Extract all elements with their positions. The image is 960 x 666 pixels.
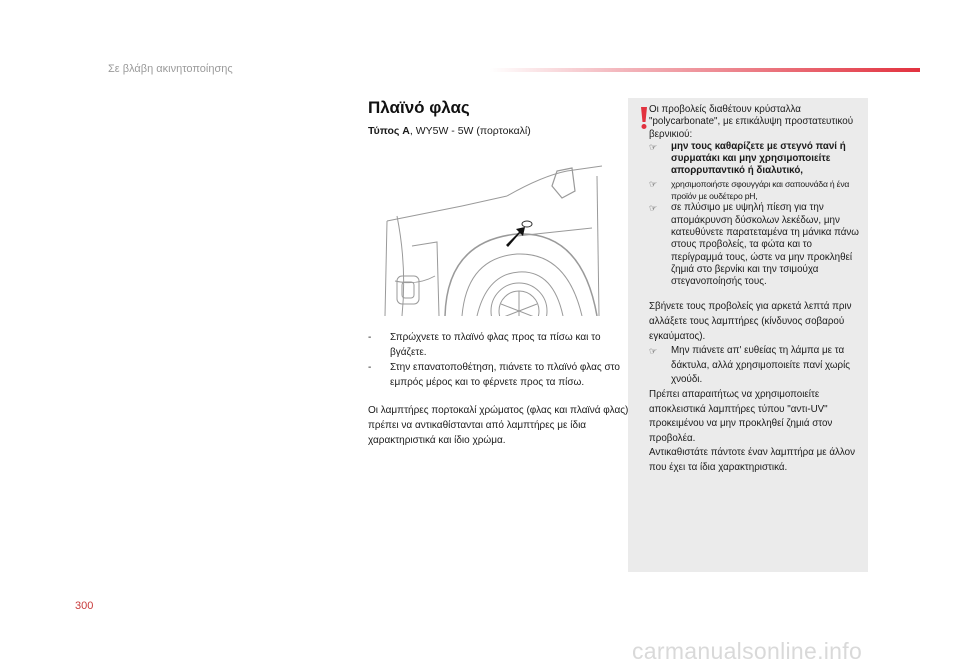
warning-bullet (649, 202, 863, 288)
warning-bullet (649, 141, 863, 178)
side-indicator-illustration (367, 146, 609, 316)
warning-paragraph: Σβήνετε τους προβολείς για αρκετά λεπτά πριν αλλάξετε τους λαμπτήρες (κίνδυνος σοβαρού εγκαύματος). (649, 301, 852, 342)
step-list (368, 330, 633, 390)
warning-content (649, 104, 863, 476)
list-item (368, 330, 633, 360)
warning-paragraph: Πρέπει απαραιτήτως να χρησιμοποιείτε αποκλειστικά λαμπτήρες τύπου "αντι-UV" προκειμένου να μην προκληθεί ζημιά στον προβολέα. (649, 389, 833, 444)
hand-pointer-icon: ☞ (649, 346, 658, 357)
hand-pointer-icon: ☞ (649, 141, 658, 152)
bulb-type-label: Τύπος A (368, 125, 410, 137)
warning-bullet-text: Μην πιάνετε απ' ευθείας τη λάμπα με τα δάκτυλα, αλλά χρησιμοποιείτε πανί χωρίς χνούδι. (671, 345, 850, 386)
page-title: Πλαϊνό φλας (368, 98, 470, 117)
hand-pointer-icon: ☞ (649, 178, 657, 189)
section-title: Σε βλάβη ακινητοποίησης (108, 63, 233, 75)
warning-bullet-text: χρησιμοποιήστε σφουγγάρι και σαπουνάδα ή ένα προϊόν με ουδέτερο pH, (671, 178, 850, 202)
bulb-type-value: , WY5W - 5W (πορτοκαλί) (409, 125, 531, 137)
warning-bullet-text: σε πλύσιμο με υψηλή πίεση για την απομάκρυνση δύσκολων λεκέδων, μην κατευθύνετε παρατεταμένα τη μάνικα πάνω στους προβολείς, τα φώτα και το περίγραμμά τους, ώστε να μην προκληθεί ζημιά στο βερνίκι και την τσιμούχα στεγανοποίησής τους. (671, 202, 859, 288)
hand-pointer-icon: ☞ (649, 203, 658, 214)
bulb-color-paragraph: Οι λαμπτήρες πορτοκαλί χρώματος (φλας και πλαϊνά φλας) πρέπει να αντικαθίστανται από λαμπτήρες με ίδια χαρακτηριστικά και ίδιο χρώμα. (368, 405, 629, 446)
list-item (368, 360, 633, 390)
bulb-type (368, 125, 531, 137)
step-text: Στην επανατοποθέτηση, πιάνετε το πλαϊνό φλας στο εμπρός μέρος και το φέρνετε προς τα πίσω. (390, 362, 620, 388)
warning-bullet-text: μην τους καθαρίζετε με στεγνό πανί ή συρματάκι και μην χρησιμοποιείτε απορρυπαντικό ή διαλυτικό, (671, 140, 846, 177)
list-bullet: - (368, 362, 372, 373)
warning-intro: Οι προβολείς διαθέτουν κρύσταλλα "polycarbonate", με επικάλυψη προστατευτικού βερνικιού: (649, 104, 854, 140)
step-text: Σπρώχνετε το πλαϊνό φλας προς τα πίσω και το βγάζετε. (390, 332, 601, 358)
list-bullet: - (368, 332, 372, 343)
header-accent-bar (490, 68, 920, 72)
warning-paragraph: Αντικαθιστάτε πάντοτε έναν λαμπτήρα με άλλον που έχει τα ίδια χαρακτηριστικά. (649, 447, 855, 473)
watermark: carmanualsonline.info (632, 638, 863, 664)
page-number: 300 (75, 600, 94, 612)
warning-bullet (649, 178, 863, 203)
warning-bullet (649, 344, 863, 388)
